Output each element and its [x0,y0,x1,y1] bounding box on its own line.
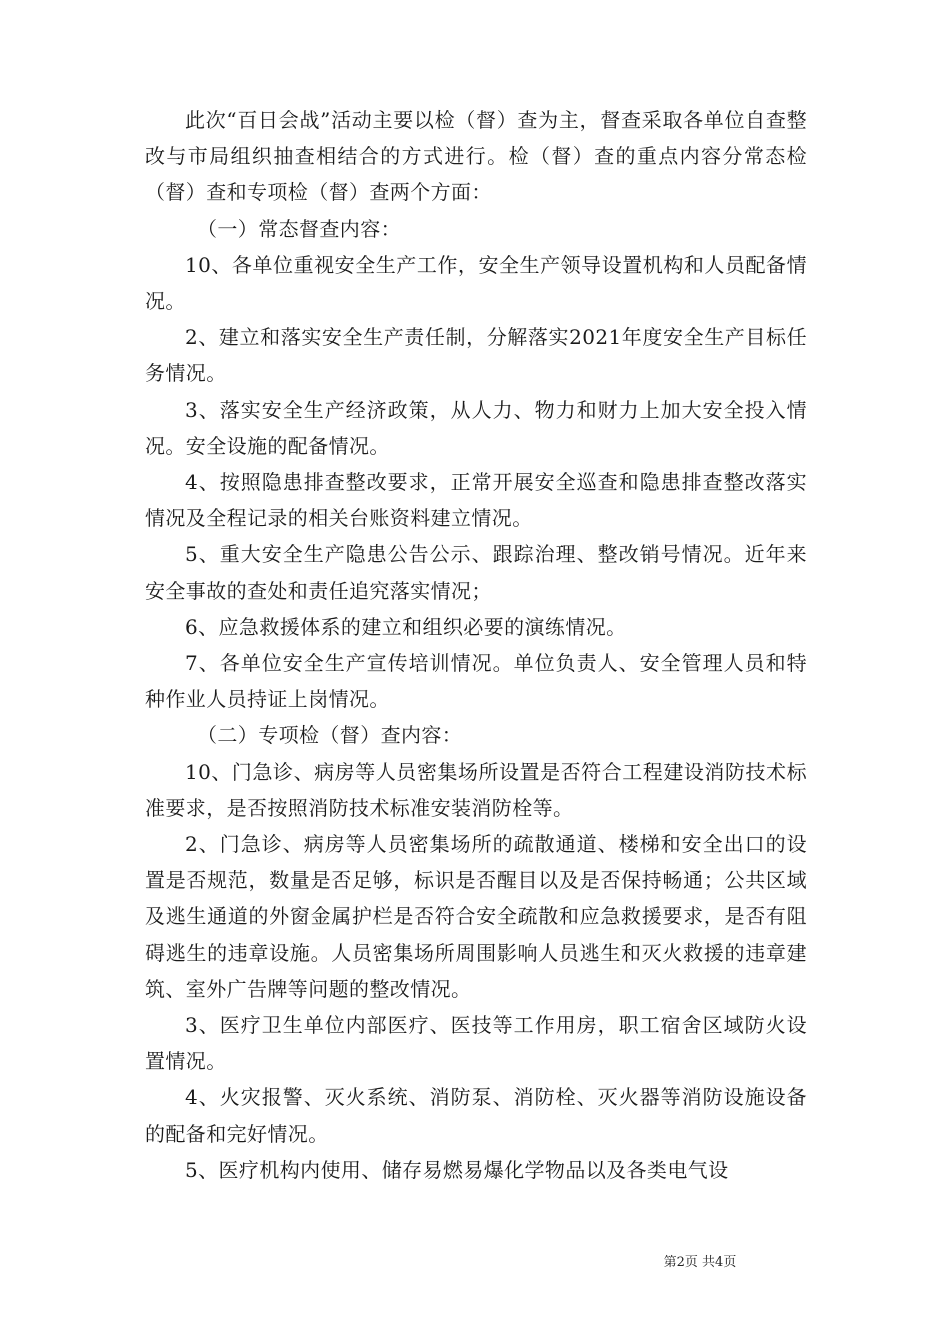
list-item: 10、各单位重视安全生产工作，安全生产领导设置机构和人员配备情况。 [145,252,807,314]
list-item: 5、重大安全生产隐患公告公示、跟踪治理、整改销号情况。近年来安全事故的查处和责任追究落实情况； [145,542,807,603]
intro-paragraph: 此次“百日会战”活动主要以检（督）查为主，督查采取各单位自查整改与市局组织抽查相结合的方式进行。检（督）查的重点内容分常态检（督）查和专项检（督）查两个方面： [145,108,807,205]
list-item: 5、医疗机构内使用、储存易燃易爆化学物品以及各类电气设 [185,1157,729,1182]
section-heading-special: （二）专项检（督）查内容： [197,723,463,748]
page-number-footer: 第2页 共4页 [663,1255,737,1270]
list-item: 3、医疗卫生单位内部医疗、医技等工作用房，职工宿舍区域防火设置情况。 [145,1013,807,1074]
list-item: 2、门急诊、病房等人员密集场所的疏散通道、楼梯和安全出口的设置是否规范，数量是否足够，标识是否醒目以及是否保持畅通；公共区域及逃生通道的外窗金属护栏是否符合安全疏散和应急救援要求，是否有阻碍逃生的违章设施。人员密集场所周围影响人员逃生和灭火救援的违章建筑、室外广告牌等问题的整改情况。 [145,832,807,1001]
list-item: 3、落实安全生产经济政策，从人力、物力和财力上加大安全投入情况。安全设施的配备情况。 [145,397,807,458]
list-item: 10、门急诊、病房等人员密集场所设置是否符合工程建设消防技术标准要求，是否按照消防技术标准安装消防栓等。 [145,759,807,820]
list-item: 4、按照隐患排查整改要求，正常开展安全巡查和隐患排查整改落实情况及全程记录的相关台账资料建立情况。 [145,470,807,531]
list-item: 2、建立和落实安全生产责任制，分解落实2021年度安全生产目标任务情况。 [145,325,807,386]
list-item: 7、各单位安全生产宣传培训情况。单位负责人、安全管理人员和特种作业人员持证上岗情况。 [145,651,807,712]
document-body [145,102,807,1188]
list-item: 4、火灾报警、灭火系统、消防泵、消防栓、灭火器等消防设施设备的配备和完好情况。 [145,1085,807,1146]
section-heading-routine: （一）常态督查内容： [197,216,401,241]
list-item: 6、应急救援体系的建立和组织必要的演练情况。 [185,614,627,639]
